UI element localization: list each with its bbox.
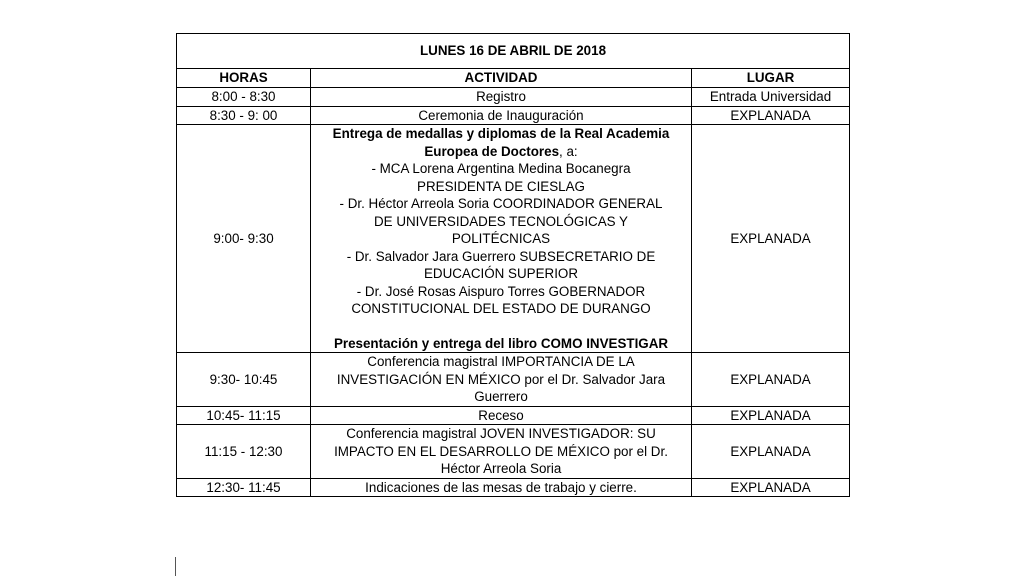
row-time: 11:15 - 12:30: [177, 425, 311, 479]
activity-line: Héctor Arreola Soria: [440, 461, 562, 476]
table-row: [177, 88, 850, 107]
row-activity: [311, 106, 692, 125]
activity-line: Indicaciones de las mesas de trabajo y cierre.: [365, 479, 637, 495]
title-row: [177, 34, 850, 69]
row-activity: [311, 425, 692, 479]
row-place: EXPLANADA: [692, 478, 850, 497]
row-place: Entrada Universidad: [692, 88, 850, 107]
activity-line: INVESTIGACIÓN EN MÉXICO por el Dr. Salvador Jara: [336, 371, 666, 387]
row-place: EXPLANADA: [692, 425, 850, 479]
activity-line: DE UNIVERSIDADES TECNOLÓGICAS Y: [374, 213, 628, 229]
table-row: [177, 406, 850, 425]
activity-line: CONSTITUCIONAL DEL ESTADO DE DURANGO: [351, 301, 651, 316]
header-place: LUGAR: [692, 69, 850, 88]
table-row: [177, 425, 850, 479]
row-place: EXPLANADA: [692, 353, 850, 407]
schedule-title: LUNES 16 DE ABRIL DE 2018: [177, 34, 850, 69]
row-place: EXPLANADA: [692, 406, 850, 425]
slide-edge-divider: [175, 557, 176, 576]
row-time: 8:30 - 9: 00: [177, 106, 311, 125]
row-activity: [311, 88, 692, 107]
row-time: 10:45- 11:15: [177, 406, 311, 425]
schedule-table: [176, 33, 850, 497]
activity-line: IMPACTO EN EL DESARROLLO DE MÉXICO por el Dr.: [334, 443, 668, 459]
activity-line: [313, 143, 689, 161]
activity-line: Conferencia magistral IMPORTANCIA DE LA: [367, 354, 635, 369]
activity-suffix: , a:: [559, 143, 578, 159]
row-time: 12:30- 11:45: [177, 478, 311, 497]
table-row: [177, 106, 850, 125]
row-activity: [311, 478, 692, 497]
activity-line: EDUCACIÓN SUPERIOR: [423, 266, 578, 281]
row-time: 8:00 - 8:30: [177, 88, 311, 107]
table-row: [177, 353, 850, 407]
activity-line: Ceremonia de Inauguración: [418, 107, 584, 123]
activity-line: Conferencia magistral JOVEN INVESTIGADOR: SU: [346, 426, 656, 441]
activity-line: PRESIDENTA DE CIESLAG: [417, 178, 585, 194]
activity-line: - Dr. José Rosas Aispuro Torres GOBERNADOR: [356, 283, 646, 299]
spacer: [313, 318, 689, 335]
activity-bold-text: Europea de Doctores: [424, 143, 560, 159]
header-activity: ACTIVIDAD: [311, 69, 692, 88]
row-activity: [311, 125, 692, 353]
activity-line: Guerrero: [474, 389, 528, 404]
header-hours: HORAS: [177, 69, 311, 88]
header-row: [177, 69, 850, 88]
table-row: [177, 478, 850, 497]
activity-line: Receso: [478, 407, 524, 423]
row-time: 9:30- 10:45: [177, 353, 311, 407]
activity-line: - Dr. Salvador Jara Guerrero SUBSECRETARIO DE: [346, 248, 656, 264]
activity-line: - MCA Lorena Argentina Medina Bocanegra: [371, 161, 631, 176]
activity-line: - Dr. Héctor Arreola Soria COORDINADOR GENERAL: [339, 196, 663, 211]
row-place: EXPLANADA: [692, 125, 850, 353]
activity-bold-line: Entrega de medallas y diplomas de la Real Academia: [332, 126, 670, 141]
row-time: 9:00- 9:30: [177, 125, 311, 353]
row-activity: [311, 406, 692, 425]
activity-bold-line: Presentación y entrega del libro COMO INVESTIGAR: [333, 335, 669, 351]
activity-line: Registro: [476, 89, 526, 104]
activity-line: POLITÉCNICAS: [451, 231, 551, 246]
row-place: EXPLANADA: [692, 106, 850, 125]
row-activity: [311, 353, 692, 407]
table-row: [177, 125, 850, 353]
